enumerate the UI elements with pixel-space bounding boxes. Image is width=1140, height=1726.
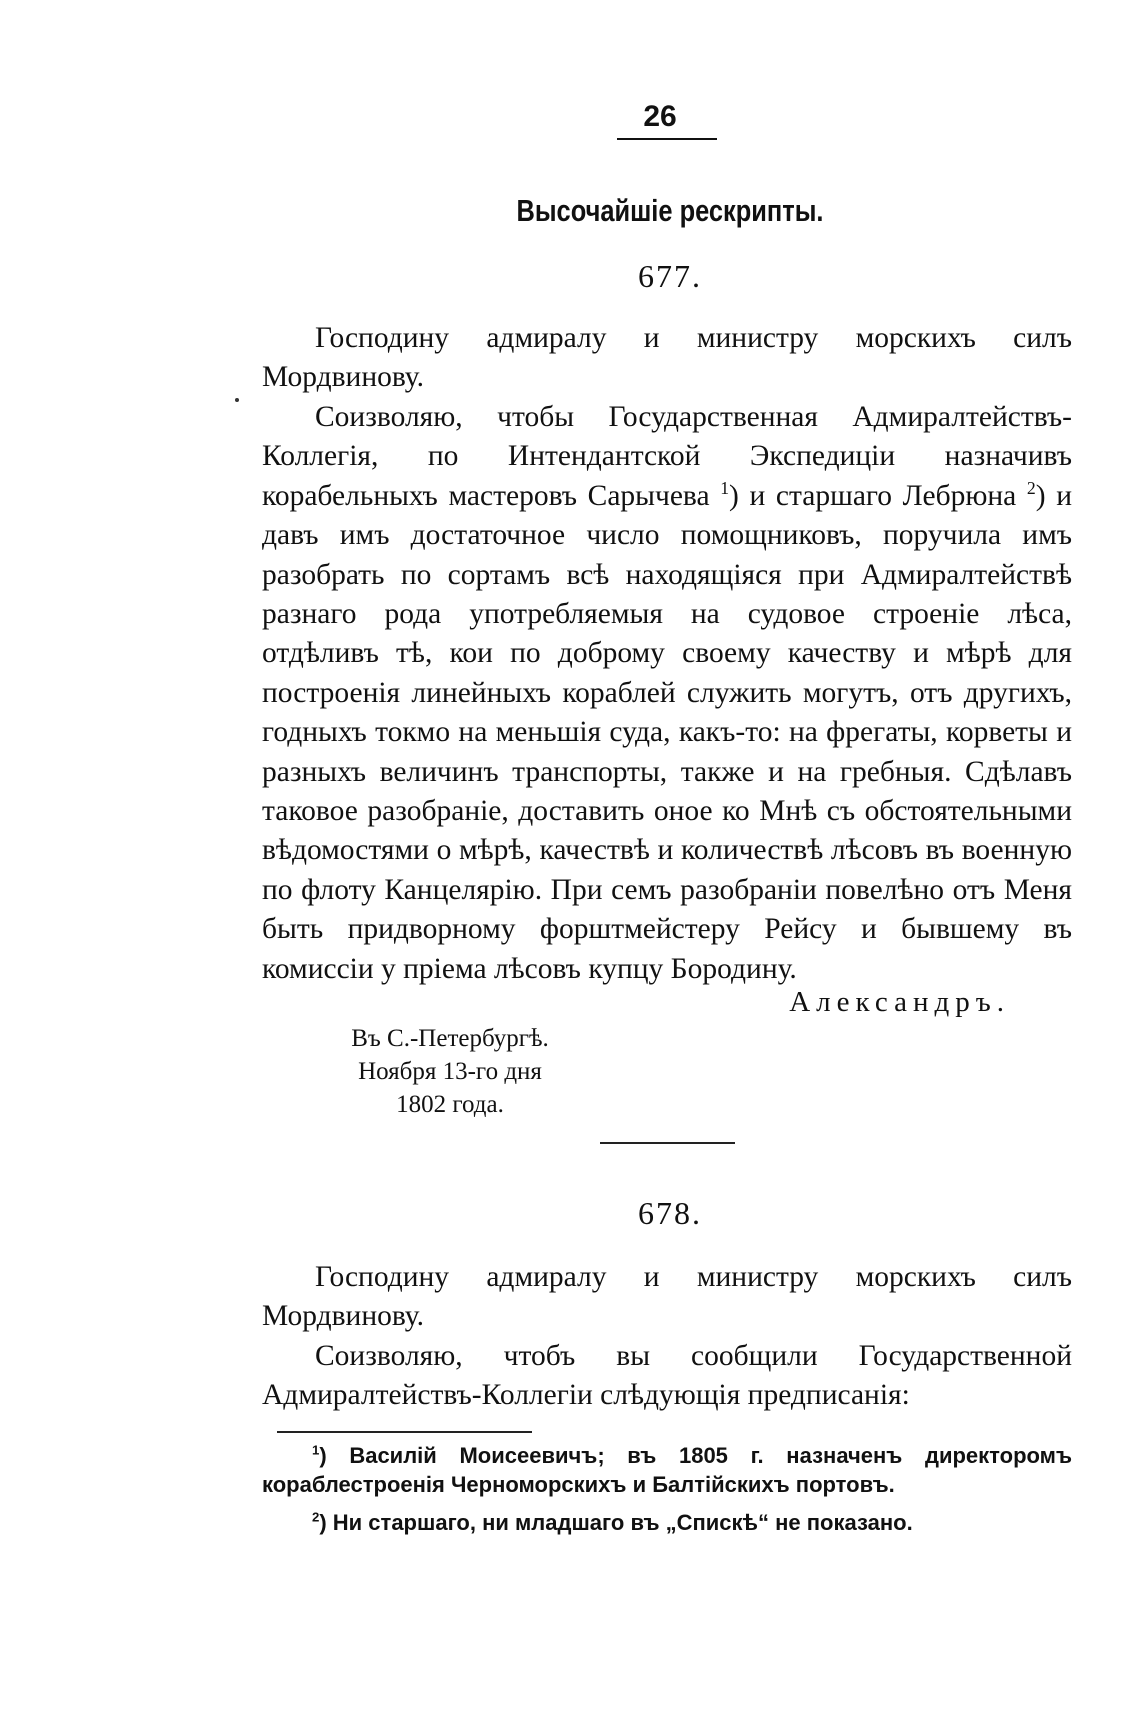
rescript-678-number: 678. xyxy=(638,1195,702,1231)
dateline-place: Въ С.-Петербургѣ. xyxy=(351,1025,549,1052)
section-divider xyxy=(600,1142,735,1144)
print-speck xyxy=(235,398,239,402)
rescript-677-number: 677. xyxy=(638,258,702,294)
page-number-rule xyxy=(617,138,717,140)
rescript-678-addressee: Господину адмиралу и министру морскихъ силъ Мордвинову. xyxy=(262,1261,1072,1333)
footnote-1-text: ) Василій Моисеевичъ; въ 1805 г. назначенъ директоромъ кораблестроенія Черноморскихъ и Балтійскихъ портовъ. xyxy=(262,1443,1072,1497)
rescript-677-addressee: Господину адмиралу и министру морскихъ силъ Мордвинову. xyxy=(262,322,1072,394)
dateline-year: 1802 года. xyxy=(396,1091,504,1118)
page-number: 26 xyxy=(643,100,677,133)
footnote-2-text: ) Ни старшаго, ни младшаго въ „Спискѣ“ не показано. xyxy=(319,1510,913,1535)
footnote-1-ref: 1 xyxy=(720,477,730,498)
dateline-day: Ноября 13-го дня xyxy=(358,1058,542,1085)
rescript-677-body-part3: ) и давъ имъ достаточное число помощниковъ, поручила имъ разобрать по сортамъ всѣ находящіяся при Адмиралтействѣ разнаго рода употребляемыя на судовое строеніе лѣса, отдѣливъ тѣ, кои по доброму своему качеству и мѣрѣ для построенія линейныхъ кораблей служить могутъ, отъ другихъ, годныхъ токмо на меньшія суда, какъ-то: на фрегаты, корветы и разныхъ величинъ транспорты, также и на гребныя. Сдѣлавъ таковое разобраніе, доставить оное ко Мнѣ съ обстоятельными вѣдомостями о мѣрѣ, качествѣ и количествѣ лѣсовъ въ военную по флоту Канцелярію. При семъ разобраніи повелѣно отъ Меня быть придворному форштмейстеру Рейсу и бывшему въ комиссіи у пріема лѣсовъ купцу Бородину. xyxy=(262,479,1072,985)
footnote-2-ref: 2 xyxy=(1026,477,1036,498)
footnote-2 xyxy=(262,1508,1072,1537)
rescript-677-body xyxy=(262,398,1072,989)
section-title: Высочайшіе рескрипты. xyxy=(516,193,824,228)
footnote-rule xyxy=(277,1431,532,1433)
footnote-1-marker: 1 xyxy=(312,1442,320,1458)
rescript-677-body-part2: ) и старшаго Лебрюна xyxy=(729,479,1027,512)
rescript-678-body: Соизволяю, чтобъ вы сообщили Государственной Адмиралтействъ-Коллегіи слѣдующія предписанія: xyxy=(262,1340,1072,1412)
footnote-2-marker: 2 xyxy=(312,1509,320,1525)
rescript-677-body-part1: Соизволяю, чтобы Государственная Адмиралтействъ-Коллегія, по Интендантской Экспедиціи назначивъ корабельныхъ мастеровъ Сарычева xyxy=(262,401,1072,512)
signature-alexander: Александръ. xyxy=(789,986,1010,1018)
footnote-1 xyxy=(262,1441,1072,1499)
